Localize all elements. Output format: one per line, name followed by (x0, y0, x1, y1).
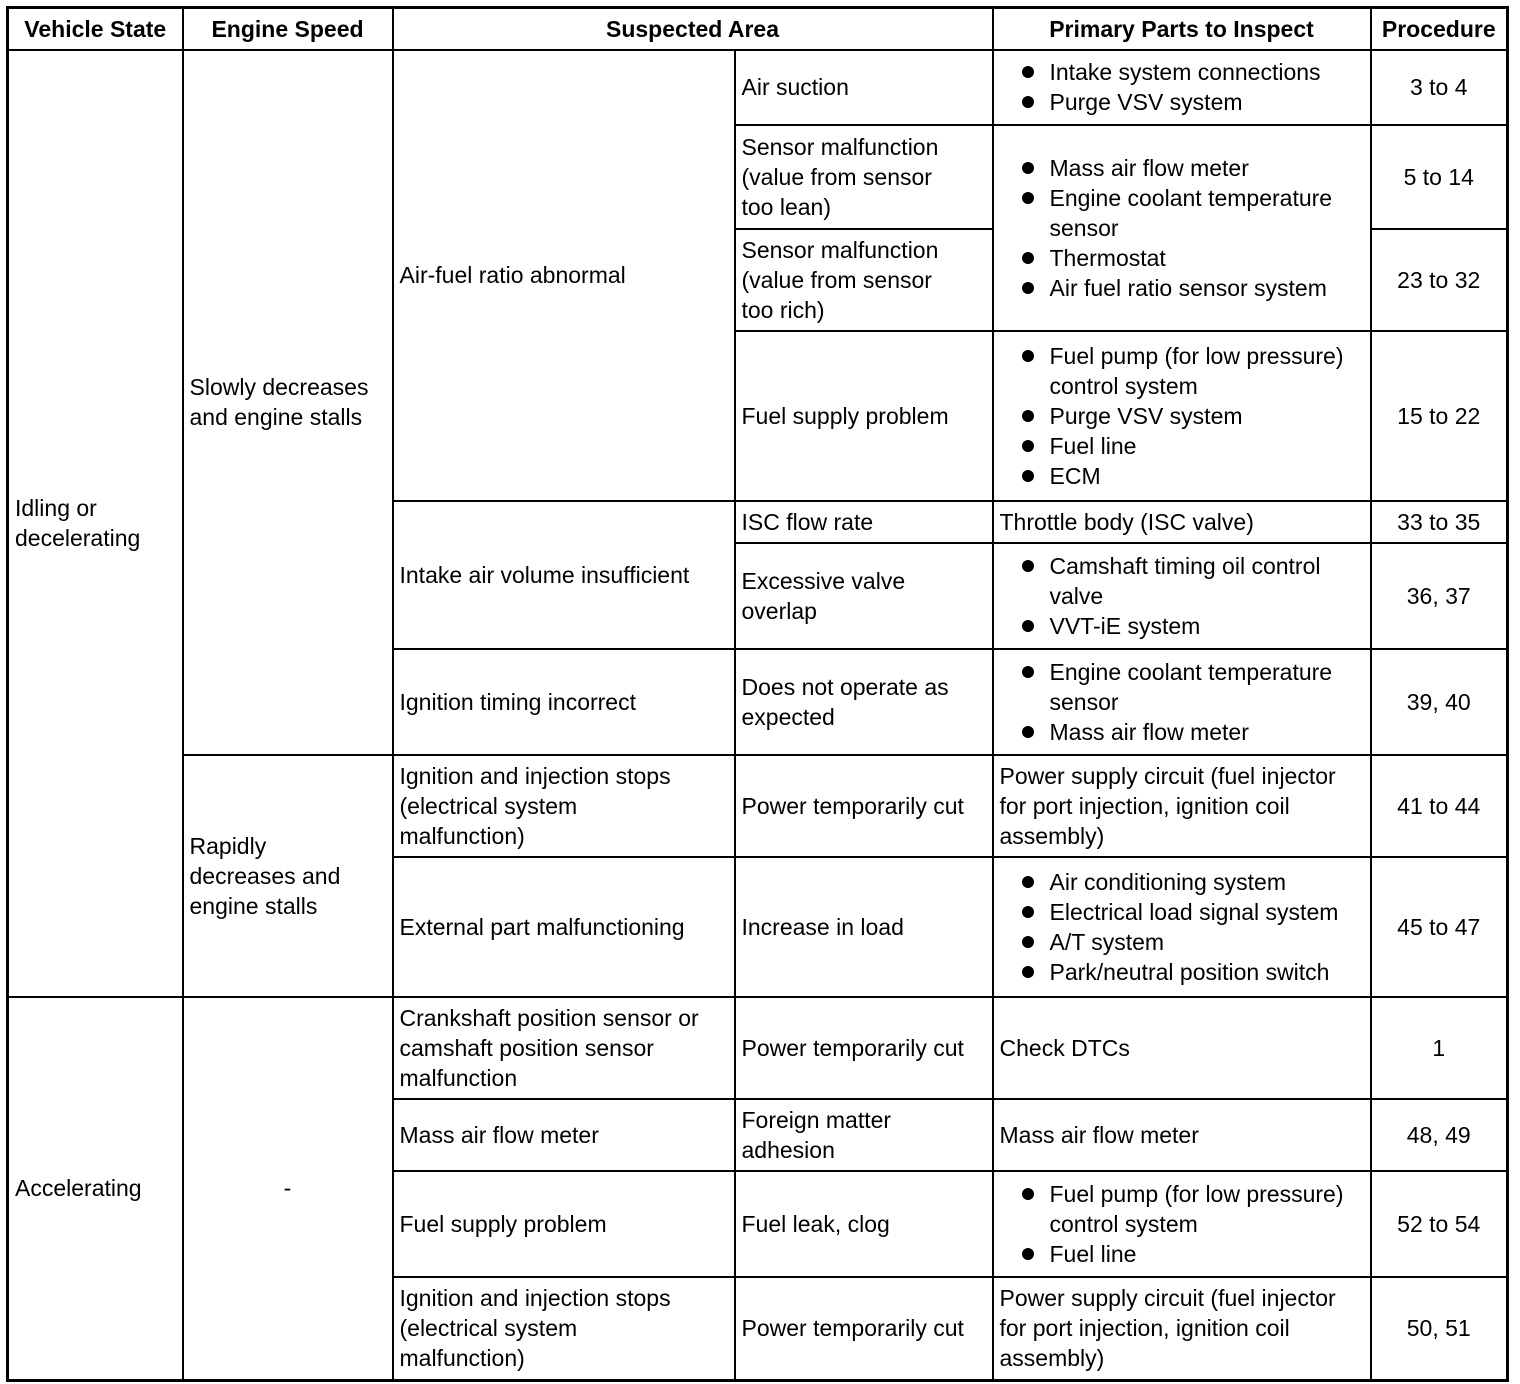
bullet-icon (1022, 192, 1034, 204)
bullet-icon (1022, 906, 1034, 918)
engine-speed-cell: Rapidly decreases and engine stalls (183, 755, 393, 997)
part-list-item (1000, 717, 1364, 747)
part-label: Fuel line (1049, 1240, 1137, 1267)
part-list-item (1000, 1239, 1364, 1269)
part-label: Mass air flow meter (1049, 154, 1249, 181)
part-label: Air conditioning system (1049, 868, 1286, 895)
part-list-item (1000, 153, 1364, 183)
parts-list (1000, 551, 1364, 641)
primary-parts-cell: Power supply circuit (fuel injector for port injection, ignition coil assembly) (993, 755, 1371, 857)
part-label: Air fuel ratio sensor system (1049, 274, 1327, 301)
procedure-cell: 33 to 35 (1371, 501, 1508, 543)
suspected-subarea-cell: Excessive valve overlap (735, 543, 993, 649)
suspected-area-cell: Ignition timing incorrect (393, 649, 735, 755)
part-list-item (1000, 183, 1364, 243)
part-label: Fuel pump (for low pressure) control system (1049, 1180, 1344, 1237)
procedure-cell: 5 to 14 (1371, 125, 1508, 229)
procedure-cell: 48, 49 (1371, 1099, 1508, 1171)
part-list-item (1000, 341, 1364, 401)
primary-parts-cell (993, 50, 1371, 125)
part-list-item (1000, 243, 1364, 273)
part-label: Engine coolant temperature sensor (1049, 658, 1333, 715)
primary-parts-cell: Check DTCs (993, 997, 1371, 1099)
part-label: VVT-iE system (1049, 612, 1201, 639)
suspected-area-cell: Fuel supply problem (393, 1171, 735, 1277)
bullet-icon (1022, 726, 1034, 738)
bullet-icon (1022, 666, 1034, 678)
suspected-subarea-cell: Power temporarily cut (735, 1277, 993, 1381)
suspected-subarea-cell: Air suction (735, 50, 993, 125)
part-list-item (1000, 611, 1364, 641)
header-suspected-area: Suspected Area (393, 8, 993, 50)
procedure-cell: 36, 37 (1371, 543, 1508, 649)
part-list-item (1000, 273, 1364, 303)
engine-speed-cell: Slowly decreases and engine stalls (183, 50, 393, 755)
suspected-area-cell: External part malfunctioning (393, 857, 735, 997)
part-list-item (1000, 431, 1364, 461)
header-vehicle-state: Vehicle State (8, 8, 183, 50)
primary-parts-cell: Throttle body (ISC valve) (993, 501, 1371, 543)
parts-list (1000, 153, 1364, 303)
part-list-item (1000, 57, 1364, 87)
part-list-item (1000, 87, 1364, 117)
parts-list (1000, 1179, 1364, 1269)
header-procedure: Procedure (1371, 8, 1508, 50)
part-list-item (1000, 1179, 1364, 1239)
table-row (8, 755, 1508, 857)
suspected-area-cell: Intake air volume insufficient (393, 501, 735, 649)
parts-list (1000, 57, 1364, 117)
parts-list (1000, 657, 1364, 747)
primary-parts-cell (993, 331, 1371, 501)
bullet-icon (1022, 282, 1034, 294)
part-label: Park/neutral position switch (1049, 958, 1330, 985)
procedure-cell: 39, 40 (1371, 649, 1508, 755)
bullet-icon (1022, 620, 1034, 632)
procedure-cell: 15 to 22 (1371, 331, 1508, 501)
part-label: Electrical load signal system (1049, 898, 1339, 925)
bullet-icon (1022, 252, 1034, 264)
procedure-cell: 52 to 54 (1371, 1171, 1508, 1277)
bullet-icon (1022, 440, 1034, 452)
suspected-area-cell: Air-fuel ratio abnormal (393, 50, 735, 501)
suspected-subarea-cell: Power temporarily cut (735, 755, 993, 857)
bullet-icon (1022, 560, 1034, 572)
suspected-subarea-cell: Increase in load (735, 857, 993, 997)
procedure-cell: 50, 51 (1371, 1277, 1508, 1381)
bullet-icon (1022, 66, 1034, 78)
primary-parts-cell (993, 857, 1371, 997)
header-row (8, 8, 1508, 50)
part-list-item (1000, 927, 1364, 957)
bullet-icon (1022, 876, 1034, 888)
suspected-subarea-cell: ISC flow rate (735, 501, 993, 543)
part-label: A/T system (1049, 928, 1165, 955)
bullet-icon (1022, 470, 1034, 482)
suspected-subarea-cell: Fuel supply problem (735, 331, 993, 501)
primary-parts-cell (993, 1171, 1371, 1277)
suspected-subarea-cell: Does not operate as expected (735, 649, 993, 755)
bullet-icon (1022, 966, 1034, 978)
suspected-area-cell: Ignition and injection stops (electrical system malfunction) (393, 1277, 735, 1381)
vehicle-state-cell: Accelerating (8, 997, 183, 1381)
part-label: Intake system connections (1049, 59, 1321, 85)
part-list-item (1000, 551, 1364, 611)
table-row (8, 997, 1508, 1099)
part-label: Thermostat (1049, 244, 1166, 271)
bullet-icon (1022, 350, 1034, 362)
header-primary-parts: Primary Parts to Inspect (993, 8, 1371, 50)
procedure-cell: 41 to 44 (1371, 755, 1508, 857)
parts-list (1000, 867, 1364, 987)
part-list-item (1000, 401, 1364, 431)
part-list-item (1000, 657, 1364, 717)
table-row (8, 50, 1508, 125)
suspected-subarea-cell: Sensor malfunction (value from sensor too rich) (735, 229, 993, 331)
bullet-icon (1022, 410, 1034, 422)
part-label: Fuel line (1049, 432, 1137, 459)
part-label: Purge VSV system (1049, 402, 1243, 429)
bullet-icon (1022, 1188, 1034, 1200)
part-label: Camshaft timing oil control valve (1049, 552, 1321, 609)
bullet-icon (1022, 936, 1034, 948)
suspected-area-cell: Mass air flow meter (393, 1099, 735, 1171)
part-list-item (1000, 461, 1364, 491)
part-label: Mass air flow meter (1049, 718, 1249, 745)
bullet-icon (1022, 96, 1034, 108)
part-label: Purge VSV system (1049, 89, 1243, 115)
part-list-item (1000, 867, 1364, 897)
procedure-cell: 3 to 4 (1371, 50, 1508, 125)
parts-list (1000, 341, 1364, 491)
vehicle-state-cell: Idling or decelerating (8, 50, 183, 997)
primary-parts-cell: Mass air flow meter (993, 1099, 1371, 1171)
suspected-area-cell: Ignition and injection stops (electrical system malfunction) (393, 755, 735, 857)
bullet-icon (1022, 1248, 1034, 1260)
engine-speed-cell: - (183, 997, 393, 1381)
suspected-subarea-cell: Power temporarily cut (735, 997, 993, 1099)
part-label: Fuel pump (for low pressure) control system (1049, 342, 1344, 399)
part-list-item (1000, 897, 1364, 927)
suspected-subarea-cell: Fuel leak, clog (735, 1171, 993, 1277)
bullet-icon (1022, 162, 1034, 174)
procedure-cell: 45 to 47 (1371, 857, 1508, 997)
procedure-cell: 1 (1371, 997, 1508, 1099)
primary-parts-cell: Power supply circuit (fuel injector for port injection, ignition coil assembly) (993, 1277, 1371, 1381)
part-label: ECM (1049, 462, 1101, 489)
suspected-subarea-cell: Sensor malfunction (value from sensor too lean) (735, 125, 993, 229)
primary-parts-cell (993, 649, 1371, 755)
primary-parts-cell (993, 125, 1371, 331)
part-list-item (1000, 957, 1364, 987)
part-label: Engine coolant temperature sensor (1049, 184, 1333, 241)
diagnostic-table (6, 6, 1509, 1382)
procedure-cell: 23 to 32 (1371, 229, 1508, 331)
suspected-subarea-cell: Foreign matter adhesion (735, 1099, 993, 1171)
suspected-area-cell: Crankshaft position sensor or camshaft position sensor malfunction (393, 997, 735, 1099)
primary-parts-cell (993, 543, 1371, 649)
header-engine-speed: Engine Speed (183, 8, 393, 50)
